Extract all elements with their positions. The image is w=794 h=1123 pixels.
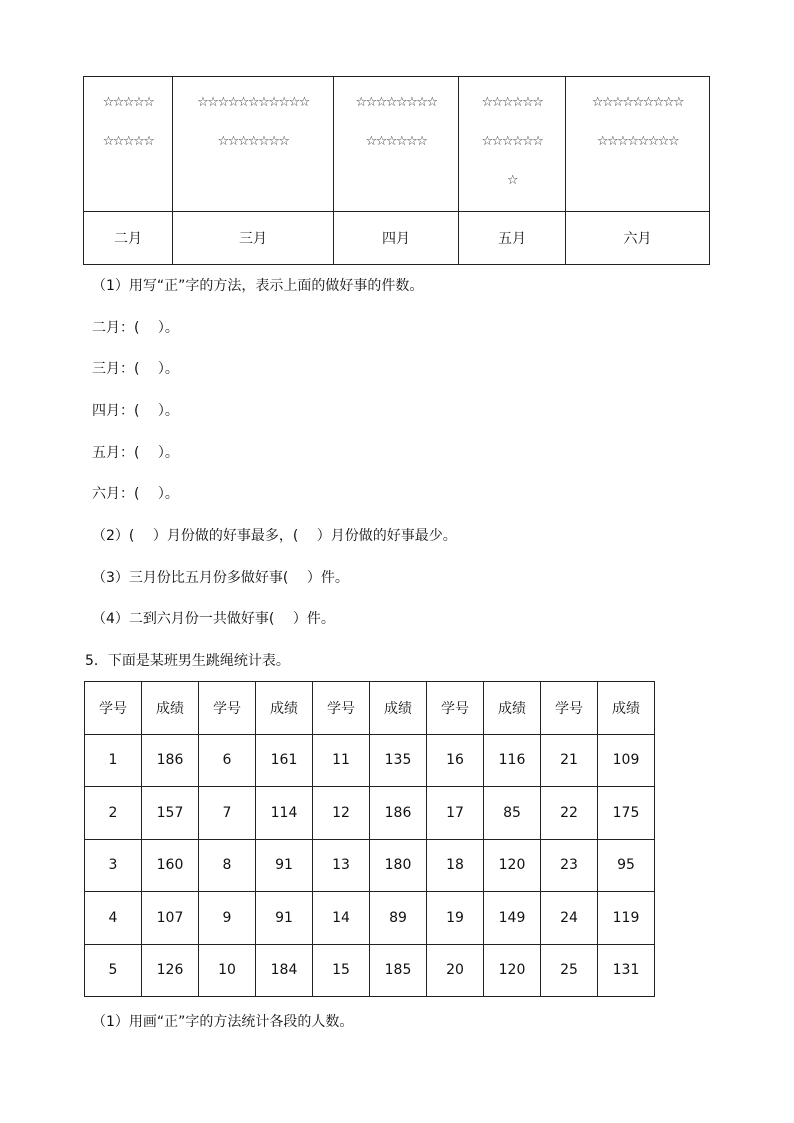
table-cell: 186 — [370, 787, 427, 840]
table-cell: 4 — [85, 892, 142, 945]
table-cell: 116 — [484, 734, 541, 787]
table-cell: 184 — [256, 944, 313, 997]
table-cell: 3 — [85, 839, 142, 892]
table-cell: 85 — [484, 787, 541, 840]
star-line: ☆☆☆☆☆☆☆ — [217, 134, 289, 149]
table-cell: 126 — [142, 944, 199, 997]
stars-cell-feb — [84, 77, 173, 212]
table-cell: 95 — [598, 839, 655, 892]
table-cell: 20 — [427, 944, 484, 997]
table-cell: 6 — [199, 734, 256, 787]
header-cell: 成绩 — [484, 682, 541, 735]
table-cell: 91 — [256, 892, 313, 945]
star-line: ☆☆☆☆☆☆☆☆☆☆☆ — [197, 95, 309, 110]
table-cell: 10 — [199, 944, 256, 997]
answer-line-feb: 二月：( ）。 — [92, 320, 179, 336]
table-cell: 107 — [142, 892, 199, 945]
table-cell: 131 — [598, 944, 655, 997]
table-cell: 109 — [598, 734, 655, 787]
table-cell: 8 — [199, 839, 256, 892]
table-header-row — [85, 682, 655, 735]
stars-cell-mar — [173, 77, 334, 212]
star-line: ☆☆☆☆☆☆ — [481, 95, 543, 110]
table-cell: 12 — [313, 787, 370, 840]
question-4: （4）二到六月份一共做好事( ）件。 — [92, 611, 335, 627]
month-label-feb: 二月 — [84, 212, 173, 265]
table-cell: 157 — [142, 787, 199, 840]
table-row — [85, 892, 655, 945]
header-cell: 学号 — [313, 682, 370, 735]
table-cell: 19 — [427, 892, 484, 945]
table-cell: 175 — [598, 787, 655, 840]
table-cell: 13 — [313, 839, 370, 892]
table-cell: 23 — [541, 839, 598, 892]
table-row — [85, 787, 655, 840]
table-cell: 11 — [313, 734, 370, 787]
table-cell: 114 — [256, 787, 313, 840]
header-cell: 学号 — [541, 682, 598, 735]
star-line: ☆ — [506, 173, 518, 188]
table-cell: 21 — [541, 734, 598, 787]
rope-skipping-score-table — [84, 681, 655, 997]
table-cell: 135 — [370, 734, 427, 787]
table-cell: 5 — [85, 944, 142, 997]
table-cell: 160 — [142, 839, 199, 892]
star-row — [84, 77, 710, 212]
answer-line-mar: 三月：( ）。 — [92, 361, 179, 377]
table-cell: 17 — [427, 787, 484, 840]
stars-cell-apr — [334, 77, 459, 212]
good-deeds-star-table — [83, 76, 710, 265]
table-cell: 91 — [256, 839, 313, 892]
table-cell: 119 — [598, 892, 655, 945]
header-cell: 成绩 — [598, 682, 655, 735]
section-5-title: 5．下面是某班男生跳绳统计表。 — [85, 653, 290, 669]
table-cell: 9 — [199, 892, 256, 945]
section-5-question-1: （1）用画“正”字的方法统计各段的人数。 — [92, 1014, 354, 1030]
table-row — [85, 734, 655, 787]
table-cell: 14 — [313, 892, 370, 945]
answer-line-jun: 六月：( ）。 — [92, 486, 179, 502]
header-cell: 学号 — [85, 682, 142, 735]
table-row — [85, 839, 655, 892]
header-cell: 学号 — [199, 682, 256, 735]
table-row — [85, 944, 655, 997]
header-cell: 成绩 — [370, 682, 427, 735]
table-cell: 161 — [256, 734, 313, 787]
table-cell: 120 — [484, 839, 541, 892]
table-cell: 16 — [427, 734, 484, 787]
table-cell: 120 — [484, 944, 541, 997]
month-label-mar: 三月 — [173, 212, 334, 265]
answer-line-apr: 四月：( ）。 — [92, 403, 179, 419]
table-cell: 25 — [541, 944, 598, 997]
star-line: ☆☆☆☆☆☆☆☆ — [355, 95, 437, 110]
question-2: （2）( ）月份做的好事最多，( ）月份做的好事最少。 — [92, 528, 457, 544]
star-line: ☆☆☆☆☆ — [102, 134, 154, 149]
star-line: ☆☆☆☆☆☆ — [481, 134, 543, 149]
star-line: ☆☆☆☆☆☆☆☆ — [596, 134, 679, 149]
table-cell: 18 — [427, 839, 484, 892]
table-cell: 7 — [199, 787, 256, 840]
stars-cell-jun — [566, 77, 710, 212]
table-cell: 185 — [370, 944, 427, 997]
star-line: ☆☆☆☆☆☆☆☆☆ — [591, 95, 684, 110]
month-label-jun: 六月 — [566, 212, 710, 265]
table-cell: 89 — [370, 892, 427, 945]
star-line: ☆☆☆☆☆ — [102, 95, 154, 110]
question-3: （3）三月份比五月份多做好事( ）件。 — [92, 570, 349, 586]
stars-cell-may — [459, 77, 566, 212]
table-cell: 149 — [484, 892, 541, 945]
answer-line-may: 五月：( ）。 — [92, 445, 179, 461]
table-cell: 1 — [85, 734, 142, 787]
table-cell: 24 — [541, 892, 598, 945]
month-label-apr: 四月 — [334, 212, 459, 265]
table-cell: 180 — [370, 839, 427, 892]
header-cell: 成绩 — [256, 682, 313, 735]
table-cell: 2 — [85, 787, 142, 840]
table-cell: 15 — [313, 944, 370, 997]
month-label-may: 五月 — [459, 212, 566, 265]
header-cell: 成绩 — [142, 682, 199, 735]
question-1: （1）用写“正”字的方法，表示上面的做好事的件数。 — [92, 278, 424, 294]
month-row — [84, 212, 710, 265]
header-cell: 学号 — [427, 682, 484, 735]
table-cell: 186 — [142, 734, 199, 787]
table-cell: 22 — [541, 787, 598, 840]
star-line: ☆☆☆☆☆☆ — [365, 134, 427, 149]
